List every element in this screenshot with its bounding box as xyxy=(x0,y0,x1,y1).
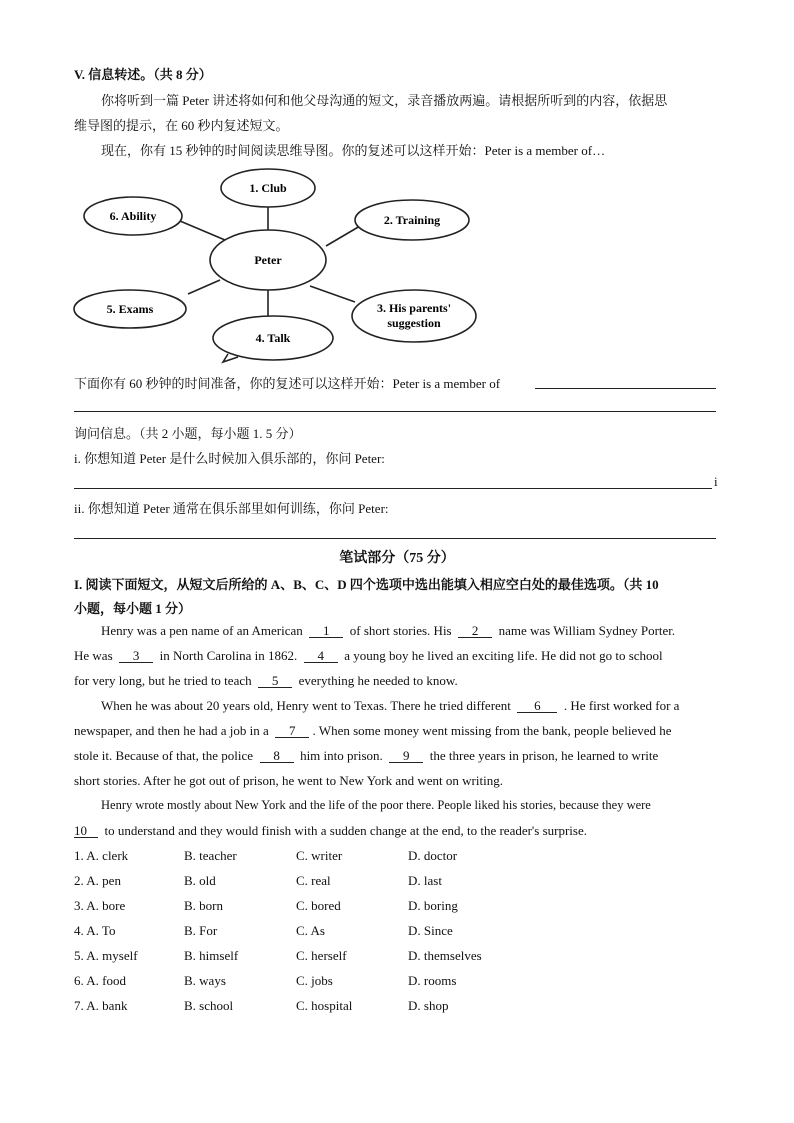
option-3b[interactable]: B. born xyxy=(184,898,223,913)
connector-ability xyxy=(180,221,225,240)
option-4d[interactable]: D. Since xyxy=(408,923,453,938)
answer-line-start[interactable] xyxy=(535,388,716,389)
part-1-title-line-1: I. 阅读下面短文，从短文后所给的 A、B、C、D 四个选项中选出能填入相应空白处的最佳选项。（共 10 xyxy=(74,577,659,592)
answer-line-ii[interactable] xyxy=(74,538,716,539)
option-1c[interactable]: C. writer xyxy=(296,848,343,863)
passage-line: stole it. Because of that, the police 8 him into prison. 9 the three years in prison, he learned to write xyxy=(74,748,659,763)
connector-parents xyxy=(310,286,355,302)
option-6d[interactable]: D. rooms xyxy=(408,973,457,988)
written-part-title: 笔试部分（75 分） xyxy=(339,551,455,566)
answer-line-i[interactable] xyxy=(74,488,712,489)
option-2d[interactable]: D. last xyxy=(408,873,442,888)
blank-1[interactable]: 1 xyxy=(309,624,343,638)
option-5a[interactable]: 5. A. myself xyxy=(74,948,138,963)
question-i: i. 你想知道 Peter 是什么时候加入俱乐部的，你问 Peter: xyxy=(74,451,385,466)
label-parents-1: 3. His parents' xyxy=(376,301,452,315)
label-club: 1. Club xyxy=(249,181,287,195)
option-1a[interactable]: 1. A. clerk xyxy=(74,848,129,863)
passage-line: He was 3 in North Carolina in 1862. 4 a young boy he lived an exciting life. He did not go to school xyxy=(74,648,663,663)
option-6c[interactable]: C. jobs xyxy=(296,973,333,988)
section-5-title: V. 信息转述。（共 8 分） xyxy=(74,67,212,82)
blank-8[interactable]: 8 xyxy=(260,749,294,763)
passage-line: short stories. After he got out of prison, he went to New York and went on writing. xyxy=(74,773,503,788)
blank-9[interactable]: 9 xyxy=(389,749,423,763)
instruction-line-2: 维导图的提示，在 60 秒内复述短文。 xyxy=(74,118,289,133)
option-7a[interactable]: 7. A. bank xyxy=(74,998,128,1013)
blank-6[interactable]: 6 xyxy=(517,699,557,713)
part-1-title-line-2: 小题，每小题 1 分） xyxy=(74,601,192,616)
option-6a[interactable]: 6. A. food xyxy=(74,973,126,988)
option-2a[interactable]: 2. A. pen xyxy=(74,873,121,888)
mind-map xyxy=(70,166,490,366)
ask-info-title: 询问信息。（共 2 小题，每小题 1. 5 分） xyxy=(74,426,302,441)
option-3d[interactable]: D. boring xyxy=(408,898,458,913)
instruction-line-1: 你将听到一篇 Peter 讲述将如何和他父母沟通的短文，录音播放两遍。请根据所听到的内容，依据思 xyxy=(101,93,668,108)
blank-3[interactable]: 3 xyxy=(119,649,153,663)
blank-4[interactable]: 4 xyxy=(304,649,338,663)
connector-exams xyxy=(188,280,220,294)
passage-line: newspaper, and then he had a job in a 7 . When some money went missing from the bank, people believed he xyxy=(74,723,672,738)
label-exams: 5. Exams xyxy=(106,302,154,316)
passage-line: 10 to understand and they would finish with a sudden change at the end, to the reader's surprise. xyxy=(74,823,587,838)
passage-line: When he was about 20 years old, Henry went to Texas. There he tried different 6 . He first worked for a xyxy=(101,698,680,713)
option-7d[interactable]: D. shop xyxy=(408,998,449,1013)
line-end-mark: i xyxy=(714,474,718,489)
answer-line-full[interactable] xyxy=(74,411,716,412)
label-training: 2. Training xyxy=(383,213,441,227)
option-2b[interactable]: B. old xyxy=(184,873,216,888)
connector-training xyxy=(326,226,360,246)
option-1b[interactable]: B. teacher xyxy=(184,848,237,863)
option-5c[interactable]: C. herself xyxy=(296,948,347,963)
prep-instruction: 下面你有 60 秒钟的时间准备，你的复述可以这样开始：Peter is a member of xyxy=(74,376,501,391)
blank-5[interactable]: 5 xyxy=(258,674,292,688)
question-ii: ii. 你想知道 Peter 通常在俱乐部里如何训练，你问 Peter: xyxy=(74,501,389,516)
option-4b[interactable]: B. For xyxy=(184,923,218,938)
option-4a[interactable]: 4. A. To xyxy=(74,923,116,938)
option-6b[interactable]: B. ways xyxy=(184,973,226,988)
blank-2[interactable]: 2 xyxy=(458,624,492,638)
passage-line: for very long, but he tried to teach 5 everything he needed to know. xyxy=(74,673,458,688)
label-center: Peter xyxy=(254,253,282,267)
option-7c[interactable]: C. hospital xyxy=(296,998,353,1013)
label-parents-2: suggestion xyxy=(387,316,441,330)
passage-line: Henry wrote mostly about New York and the life of the poor there. People liked his stories, because they were xyxy=(101,798,651,812)
instruction-line-3: 现在，你有 15 秒钟的时间阅读思维导图。你的复述可以这样开始：Peter is a member of… xyxy=(101,143,606,158)
option-5b[interactable]: B. himself xyxy=(184,948,239,963)
passage-line: Henry was a pen name of an American 1 of short stories. His 2 name was William Sydney Porter. xyxy=(101,623,676,638)
label-talk: 4. Talk xyxy=(255,331,291,345)
option-4c[interactable]: C. As xyxy=(296,923,325,938)
option-7b[interactable]: B. school xyxy=(184,998,234,1013)
blank-7[interactable]: 7 xyxy=(275,724,309,738)
options-list xyxy=(0,848,794,1023)
option-1d[interactable]: D. doctor xyxy=(408,848,458,863)
blank-10[interactable]: 10 xyxy=(74,824,98,838)
label-ability: 6. Ability xyxy=(109,209,157,223)
option-2c[interactable]: C. real xyxy=(296,873,331,888)
option-5d[interactable]: D. themselves xyxy=(408,948,482,963)
option-3a[interactable]: 3. A. bore xyxy=(74,898,126,913)
option-3c[interactable]: C. bored xyxy=(296,898,341,913)
